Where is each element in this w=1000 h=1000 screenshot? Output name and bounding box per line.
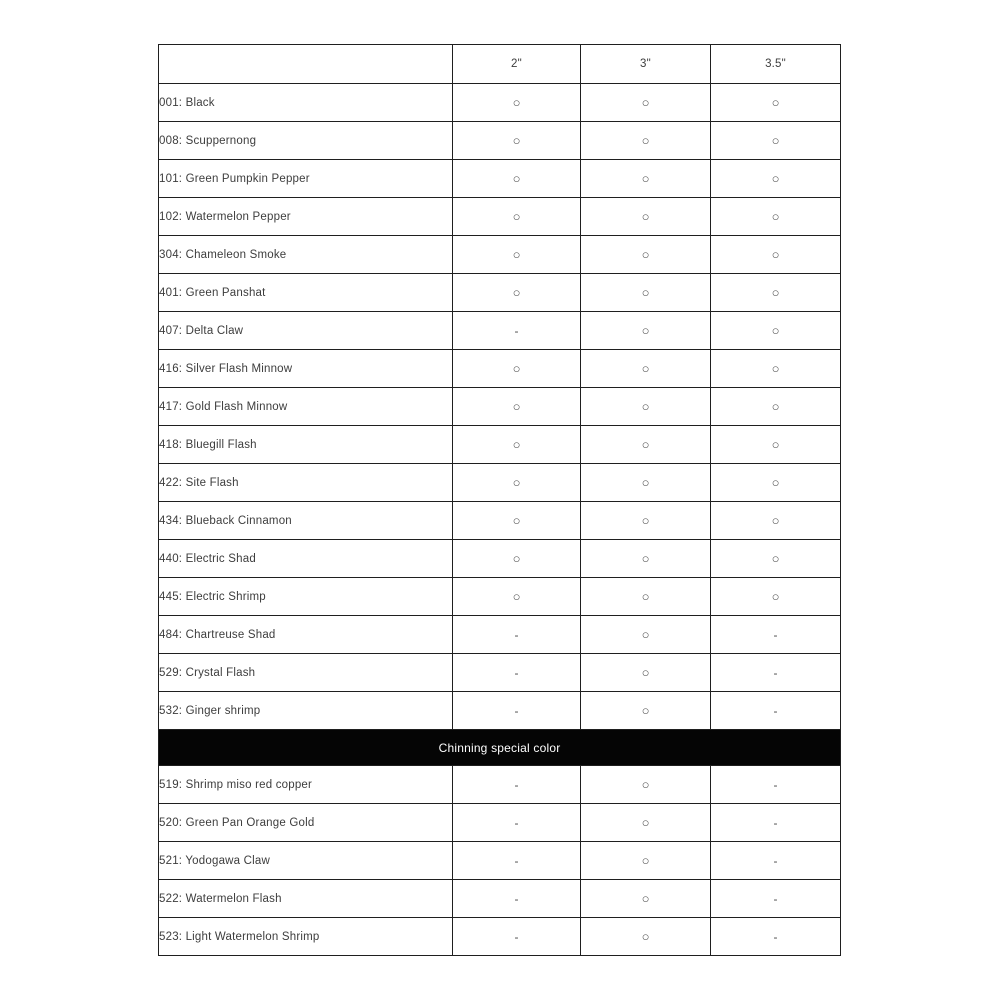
available-mark: ○ bbox=[581, 842, 711, 880]
corner-header-cell bbox=[159, 45, 453, 84]
available-mark: ○ bbox=[453, 540, 581, 578]
available-mark: ○ bbox=[453, 122, 581, 160]
color-label-cell: 102: Watermelon Pepper bbox=[159, 198, 453, 236]
available-mark: ○ bbox=[711, 84, 841, 122]
unavailable-mark: - bbox=[711, 804, 841, 842]
available-mark: ○ bbox=[581, 464, 711, 502]
color-label-cell: 532: Ginger shrimp bbox=[159, 692, 453, 730]
table-row bbox=[159, 692, 841, 730]
unavailable-mark: - bbox=[453, 918, 581, 956]
available-mark: ○ bbox=[453, 350, 581, 388]
table-row bbox=[159, 880, 841, 918]
unavailable-mark: - bbox=[453, 766, 581, 804]
section-banner-label: Chinning special color bbox=[159, 730, 841, 766]
available-mark: ○ bbox=[711, 578, 841, 616]
available-mark: ○ bbox=[453, 236, 581, 274]
available-mark: ○ bbox=[453, 84, 581, 122]
available-mark: ○ bbox=[581, 540, 711, 578]
table-body bbox=[159, 84, 841, 956]
available-mark: ○ bbox=[711, 274, 841, 312]
available-mark: ○ bbox=[711, 502, 841, 540]
available-mark: ○ bbox=[581, 654, 711, 692]
color-label-cell: 001: Black bbox=[159, 84, 453, 122]
unavailable-mark: - bbox=[711, 766, 841, 804]
available-mark: ○ bbox=[711, 122, 841, 160]
color-label-cell: 529: Crystal Flash bbox=[159, 654, 453, 692]
header-row bbox=[159, 45, 841, 84]
available-mark: ○ bbox=[581, 274, 711, 312]
available-mark: ○ bbox=[581, 122, 711, 160]
table-row bbox=[159, 842, 841, 880]
unavailable-mark: - bbox=[453, 842, 581, 880]
color-label-cell: 523: Light Watermelon Shrimp bbox=[159, 918, 453, 956]
available-mark: ○ bbox=[453, 274, 581, 312]
available-mark: ○ bbox=[711, 388, 841, 426]
table-row bbox=[159, 236, 841, 274]
color-label-cell: 401: Green Panshat bbox=[159, 274, 453, 312]
available-mark: ○ bbox=[581, 312, 711, 350]
table-header bbox=[159, 45, 841, 84]
availability-table bbox=[158, 44, 841, 956]
color-label-cell: 304: Chameleon Smoke bbox=[159, 236, 453, 274]
unavailable-mark: - bbox=[453, 616, 581, 654]
available-mark: ○ bbox=[711, 464, 841, 502]
table-row bbox=[159, 122, 841, 160]
available-mark: ○ bbox=[711, 350, 841, 388]
color-label-cell: 008: Scuppernong bbox=[159, 122, 453, 160]
table-row bbox=[159, 540, 841, 578]
unavailable-mark: - bbox=[453, 654, 581, 692]
color-label-cell: 520: Green Pan Orange Gold bbox=[159, 804, 453, 842]
unavailable-mark: - bbox=[711, 918, 841, 956]
color-label-cell: 522: Watermelon Flash bbox=[159, 880, 453, 918]
table-row bbox=[159, 312, 841, 350]
available-mark: ○ bbox=[581, 880, 711, 918]
available-mark: ○ bbox=[711, 198, 841, 236]
available-mark: ○ bbox=[581, 236, 711, 274]
available-mark: ○ bbox=[581, 198, 711, 236]
table-row bbox=[159, 804, 841, 842]
table-row bbox=[159, 464, 841, 502]
available-mark: ○ bbox=[711, 426, 841, 464]
table-row bbox=[159, 654, 841, 692]
size-column-header: 3.5" bbox=[711, 45, 841, 84]
available-mark: ○ bbox=[581, 578, 711, 616]
unavailable-mark: - bbox=[453, 692, 581, 730]
color-label-cell: 101: Green Pumpkin Pepper bbox=[159, 160, 453, 198]
table-row bbox=[159, 578, 841, 616]
color-label-cell: 445: Electric Shrimp bbox=[159, 578, 453, 616]
available-mark: ○ bbox=[453, 388, 581, 426]
available-mark: ○ bbox=[581, 160, 711, 198]
color-label-cell: 417: Gold Flash Minnow bbox=[159, 388, 453, 426]
unavailable-mark: - bbox=[711, 880, 841, 918]
unavailable-mark: - bbox=[453, 880, 581, 918]
available-mark: ○ bbox=[581, 918, 711, 956]
available-mark: ○ bbox=[453, 578, 581, 616]
available-mark: ○ bbox=[711, 236, 841, 274]
table-row bbox=[159, 160, 841, 198]
available-mark: ○ bbox=[581, 692, 711, 730]
unavailable-mark: - bbox=[453, 804, 581, 842]
unavailable-mark: - bbox=[711, 654, 841, 692]
color-label-cell: 416: Silver Flash Minnow bbox=[159, 350, 453, 388]
table-row bbox=[159, 274, 841, 312]
available-mark: ○ bbox=[453, 464, 581, 502]
available-mark: ○ bbox=[581, 426, 711, 464]
color-label-cell: 422: Site Flash bbox=[159, 464, 453, 502]
available-mark: ○ bbox=[581, 502, 711, 540]
color-label-cell: 519: Shrimp miso red copper bbox=[159, 766, 453, 804]
available-mark: ○ bbox=[581, 388, 711, 426]
availability-table-container bbox=[158, 44, 840, 956]
table-row bbox=[159, 198, 841, 236]
color-label-cell: 418: Bluegill Flash bbox=[159, 426, 453, 464]
available-mark: ○ bbox=[581, 350, 711, 388]
table-row bbox=[159, 426, 841, 464]
unavailable-mark: - bbox=[711, 692, 841, 730]
color-label-cell: 484: Chartreuse Shad bbox=[159, 616, 453, 654]
table-row bbox=[159, 350, 841, 388]
available-mark: ○ bbox=[453, 160, 581, 198]
table-row bbox=[159, 502, 841, 540]
section-banner-row bbox=[159, 730, 841, 766]
table-row bbox=[159, 616, 841, 654]
size-column-header: 3" bbox=[581, 45, 711, 84]
unavailable-mark: - bbox=[711, 616, 841, 654]
unavailable-mark: - bbox=[453, 312, 581, 350]
available-mark: ○ bbox=[711, 312, 841, 350]
color-label-cell: 434: Blueback Cinnamon bbox=[159, 502, 453, 540]
available-mark: ○ bbox=[711, 160, 841, 198]
available-mark: ○ bbox=[581, 766, 711, 804]
color-label-cell: 440: Electric Shad bbox=[159, 540, 453, 578]
available-mark: ○ bbox=[453, 198, 581, 236]
available-mark: ○ bbox=[711, 540, 841, 578]
unavailable-mark: - bbox=[711, 842, 841, 880]
available-mark: ○ bbox=[453, 426, 581, 464]
table-row bbox=[159, 388, 841, 426]
available-mark: ○ bbox=[453, 502, 581, 540]
available-mark: ○ bbox=[581, 84, 711, 122]
available-mark: ○ bbox=[581, 804, 711, 842]
available-mark: ○ bbox=[581, 616, 711, 654]
table-row bbox=[159, 918, 841, 956]
color-label-cell: 407: Delta Claw bbox=[159, 312, 453, 350]
table-row bbox=[159, 84, 841, 122]
size-column-header: 2" bbox=[453, 45, 581, 84]
color-label-cell: 521: Yodogawa Claw bbox=[159, 842, 453, 880]
table-row bbox=[159, 766, 841, 804]
